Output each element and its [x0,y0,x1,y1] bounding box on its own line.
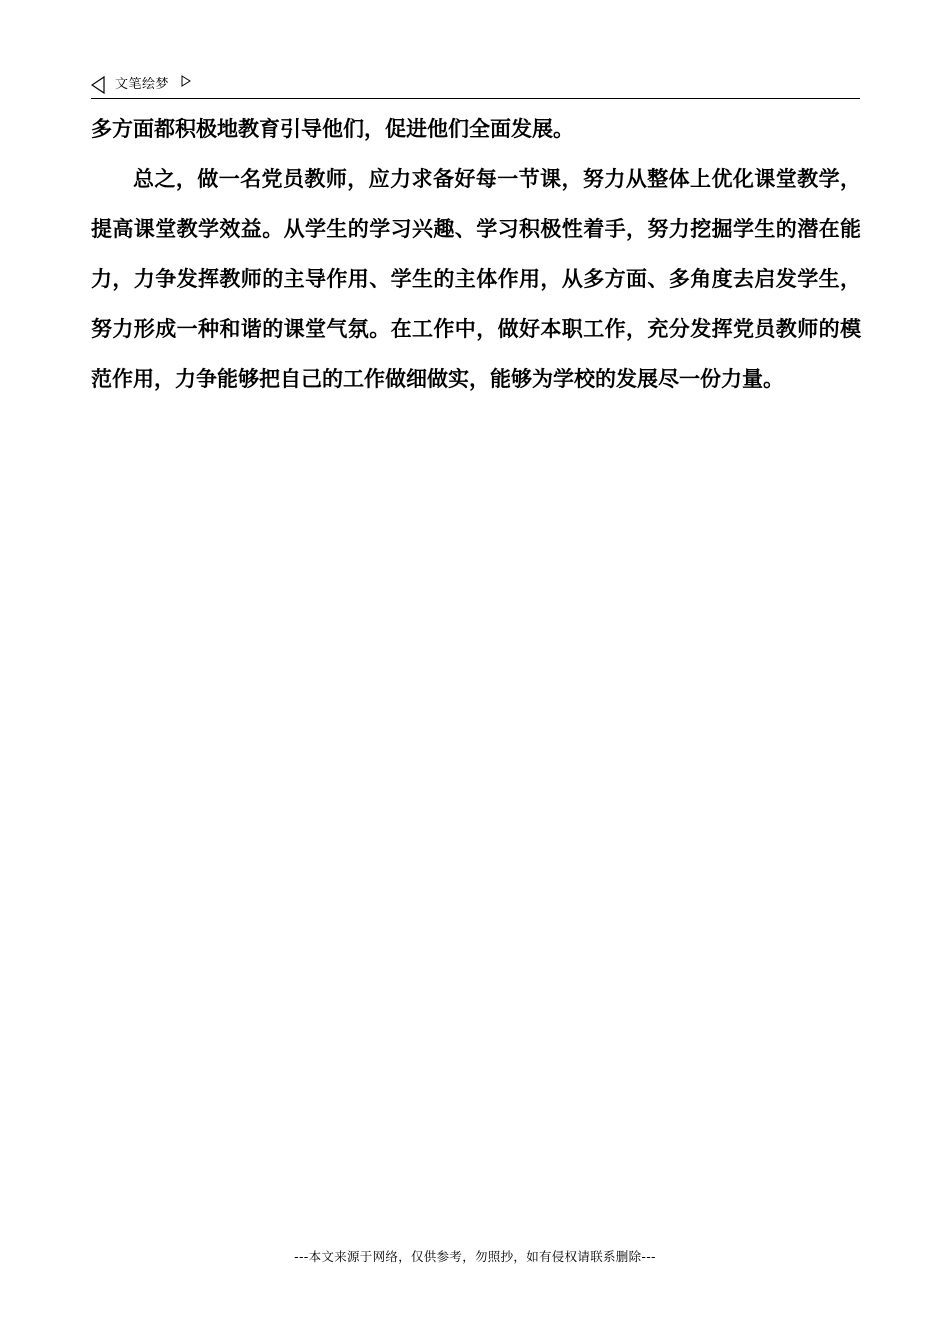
paragraph-continuation: 多方面都积极地教育引导他们，促进他们全面发展。 [91,117,574,141]
page-header [91,74,860,99]
document-body [91,104,861,404]
page-footer: ---本文来源于网络，仅供参考，勿照抄，如有侵权请联系删除--- [294,1249,656,1264]
left-triangle-icon [91,76,105,94]
header-title: 文笔绘梦 [115,77,170,92]
right-triangle-icon [181,75,191,87]
paragraph-summary: 总之，做一名党员教师，应力求备好每一节课，努力从整体上优化课堂教学，提高课堂教学效益。从学生的学习兴趣、学习积极性着手，努力挖掘学生的潜在能力，力争发挥教师的主导作用、学生的主体作用，从多方面、多角度去启发学生，努力形成一种和谐的课堂气氛。在工作中，做好本职工作，充分发挥党员教师的模范作用，力争能够把自己的工作做细做实，能够为学校的发展尽一份力量。 [91,167,861,391]
